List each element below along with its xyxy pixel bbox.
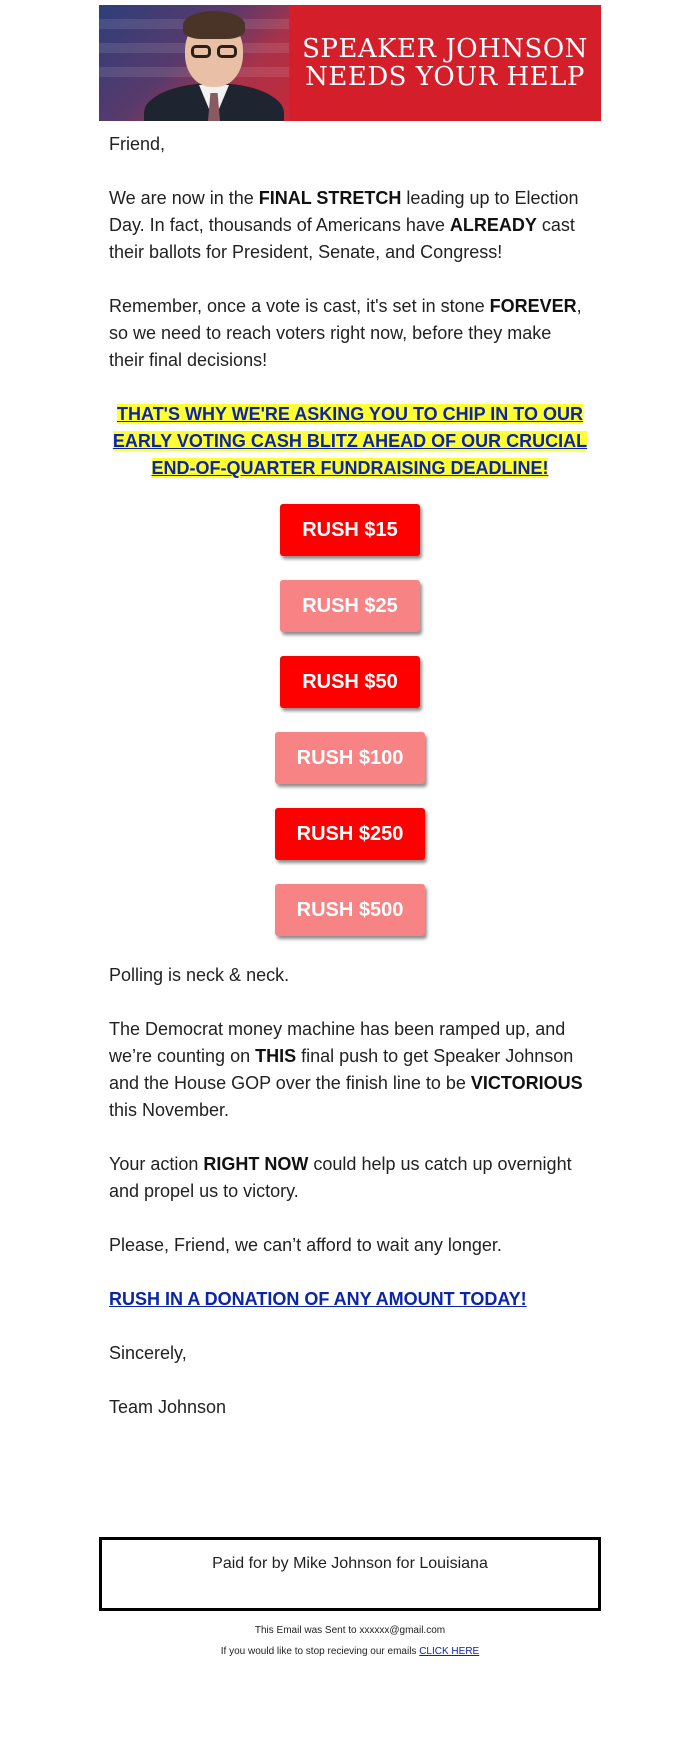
signature: Team Johnson xyxy=(109,1397,227,1417)
banner-title-line2: NEEDS YOUR HELP xyxy=(305,62,585,92)
bold-text: RIGHT NOW xyxy=(203,1154,309,1174)
text: could help us catch up overnight and propel us to victory. xyxy=(109,1154,572,1201)
callout-block xyxy=(109,401,591,482)
paragraph-polling: Polling is neck & neck. xyxy=(109,965,290,985)
paragraph-right-now xyxy=(109,1151,591,1205)
rush-50-button[interactable]: RUSH $50 xyxy=(280,656,420,708)
text: Remember, once a vote is cast, it's set in stone xyxy=(109,296,490,316)
rush-100-button[interactable]: RUSH $100 xyxy=(275,732,425,784)
bold-text: FOREVER xyxy=(489,296,577,316)
text: this November. xyxy=(109,1100,230,1120)
donate-any-amount-link[interactable]: RUSH IN A DONATION OF ANY AMOUNT TODAY! xyxy=(109,1289,527,1309)
rush-15-button[interactable]: RUSH $15 xyxy=(280,504,420,556)
bold-text: ALREADY xyxy=(449,215,537,235)
unsubscribe-text: If you would like to stop recieving our emails xyxy=(220,1646,420,1657)
rush-500-button[interactable]: RUSH $500 xyxy=(275,884,425,936)
text: The Democrat money machine has been ramped up, and we’re counting on xyxy=(109,1019,566,1066)
paid-for-disclaimer xyxy=(99,1537,601,1611)
donate-link-paragraph xyxy=(109,1286,591,1313)
callout-link[interactable]: THAT'S WHY WE'RE ASKING YOU TO CHIP IN TO OUR EARLY VOTING CASH BLITZ AHEAD OF OUR CRUCIAL END-OF-QUARTER FUNDRAISING DEADLINE! xyxy=(112,404,588,478)
text: We are now in the xyxy=(109,188,259,208)
email-body xyxy=(99,131,601,1421)
paragraph-money-machine xyxy=(109,1016,591,1124)
text: leading up to Election Day. In fact, thousands of Americans have xyxy=(109,188,579,235)
rush-250-button[interactable]: RUSH $250 xyxy=(275,808,425,860)
paragraph-cant-wait: Please, Friend, we can’t afford to wait any longer. xyxy=(109,1235,502,1255)
text: final push to get Speaker Johnson and the House GOP over the finish line to be xyxy=(109,1046,574,1093)
text: cast their ballots for President, Senate, and Congress! xyxy=(109,215,575,262)
bold-text: VICTORIOUS xyxy=(470,1073,583,1093)
bold-text: THIS xyxy=(255,1046,297,1066)
bold-text: FINAL STRETCH xyxy=(258,188,402,208)
paragraph-final-stretch xyxy=(109,185,591,266)
rush-25-button[interactable]: RUSH $25 xyxy=(280,580,420,632)
unsubscribe-link[interactable]: CLICK HERE xyxy=(419,1646,480,1657)
banner-title xyxy=(289,35,601,91)
email-container xyxy=(99,0,601,1659)
donation-buttons xyxy=(109,504,591,962)
sent-to-notice: This Email was Sent to xxxxxx@gmail.com xyxy=(254,1625,446,1636)
signoff: Sincerely, xyxy=(109,1343,187,1363)
portrait-hair xyxy=(183,11,245,39)
header-banner xyxy=(99,5,601,121)
unsubscribe-notice xyxy=(99,1645,601,1659)
greeting: Friend, xyxy=(109,134,166,154)
text: , so we need to reach voters right now, before they make their final decisions! xyxy=(109,296,582,370)
paragraph-set-in-stone xyxy=(109,293,591,374)
banner-title-line1: SPEAKER JOHNSON xyxy=(302,34,588,64)
glasses-icon xyxy=(189,45,239,59)
speaker-portrait-image xyxy=(99,5,289,121)
text: Your action xyxy=(109,1154,204,1174)
paid-for-text: Paid for by Mike Johnson for Louisiana xyxy=(212,1555,488,1572)
